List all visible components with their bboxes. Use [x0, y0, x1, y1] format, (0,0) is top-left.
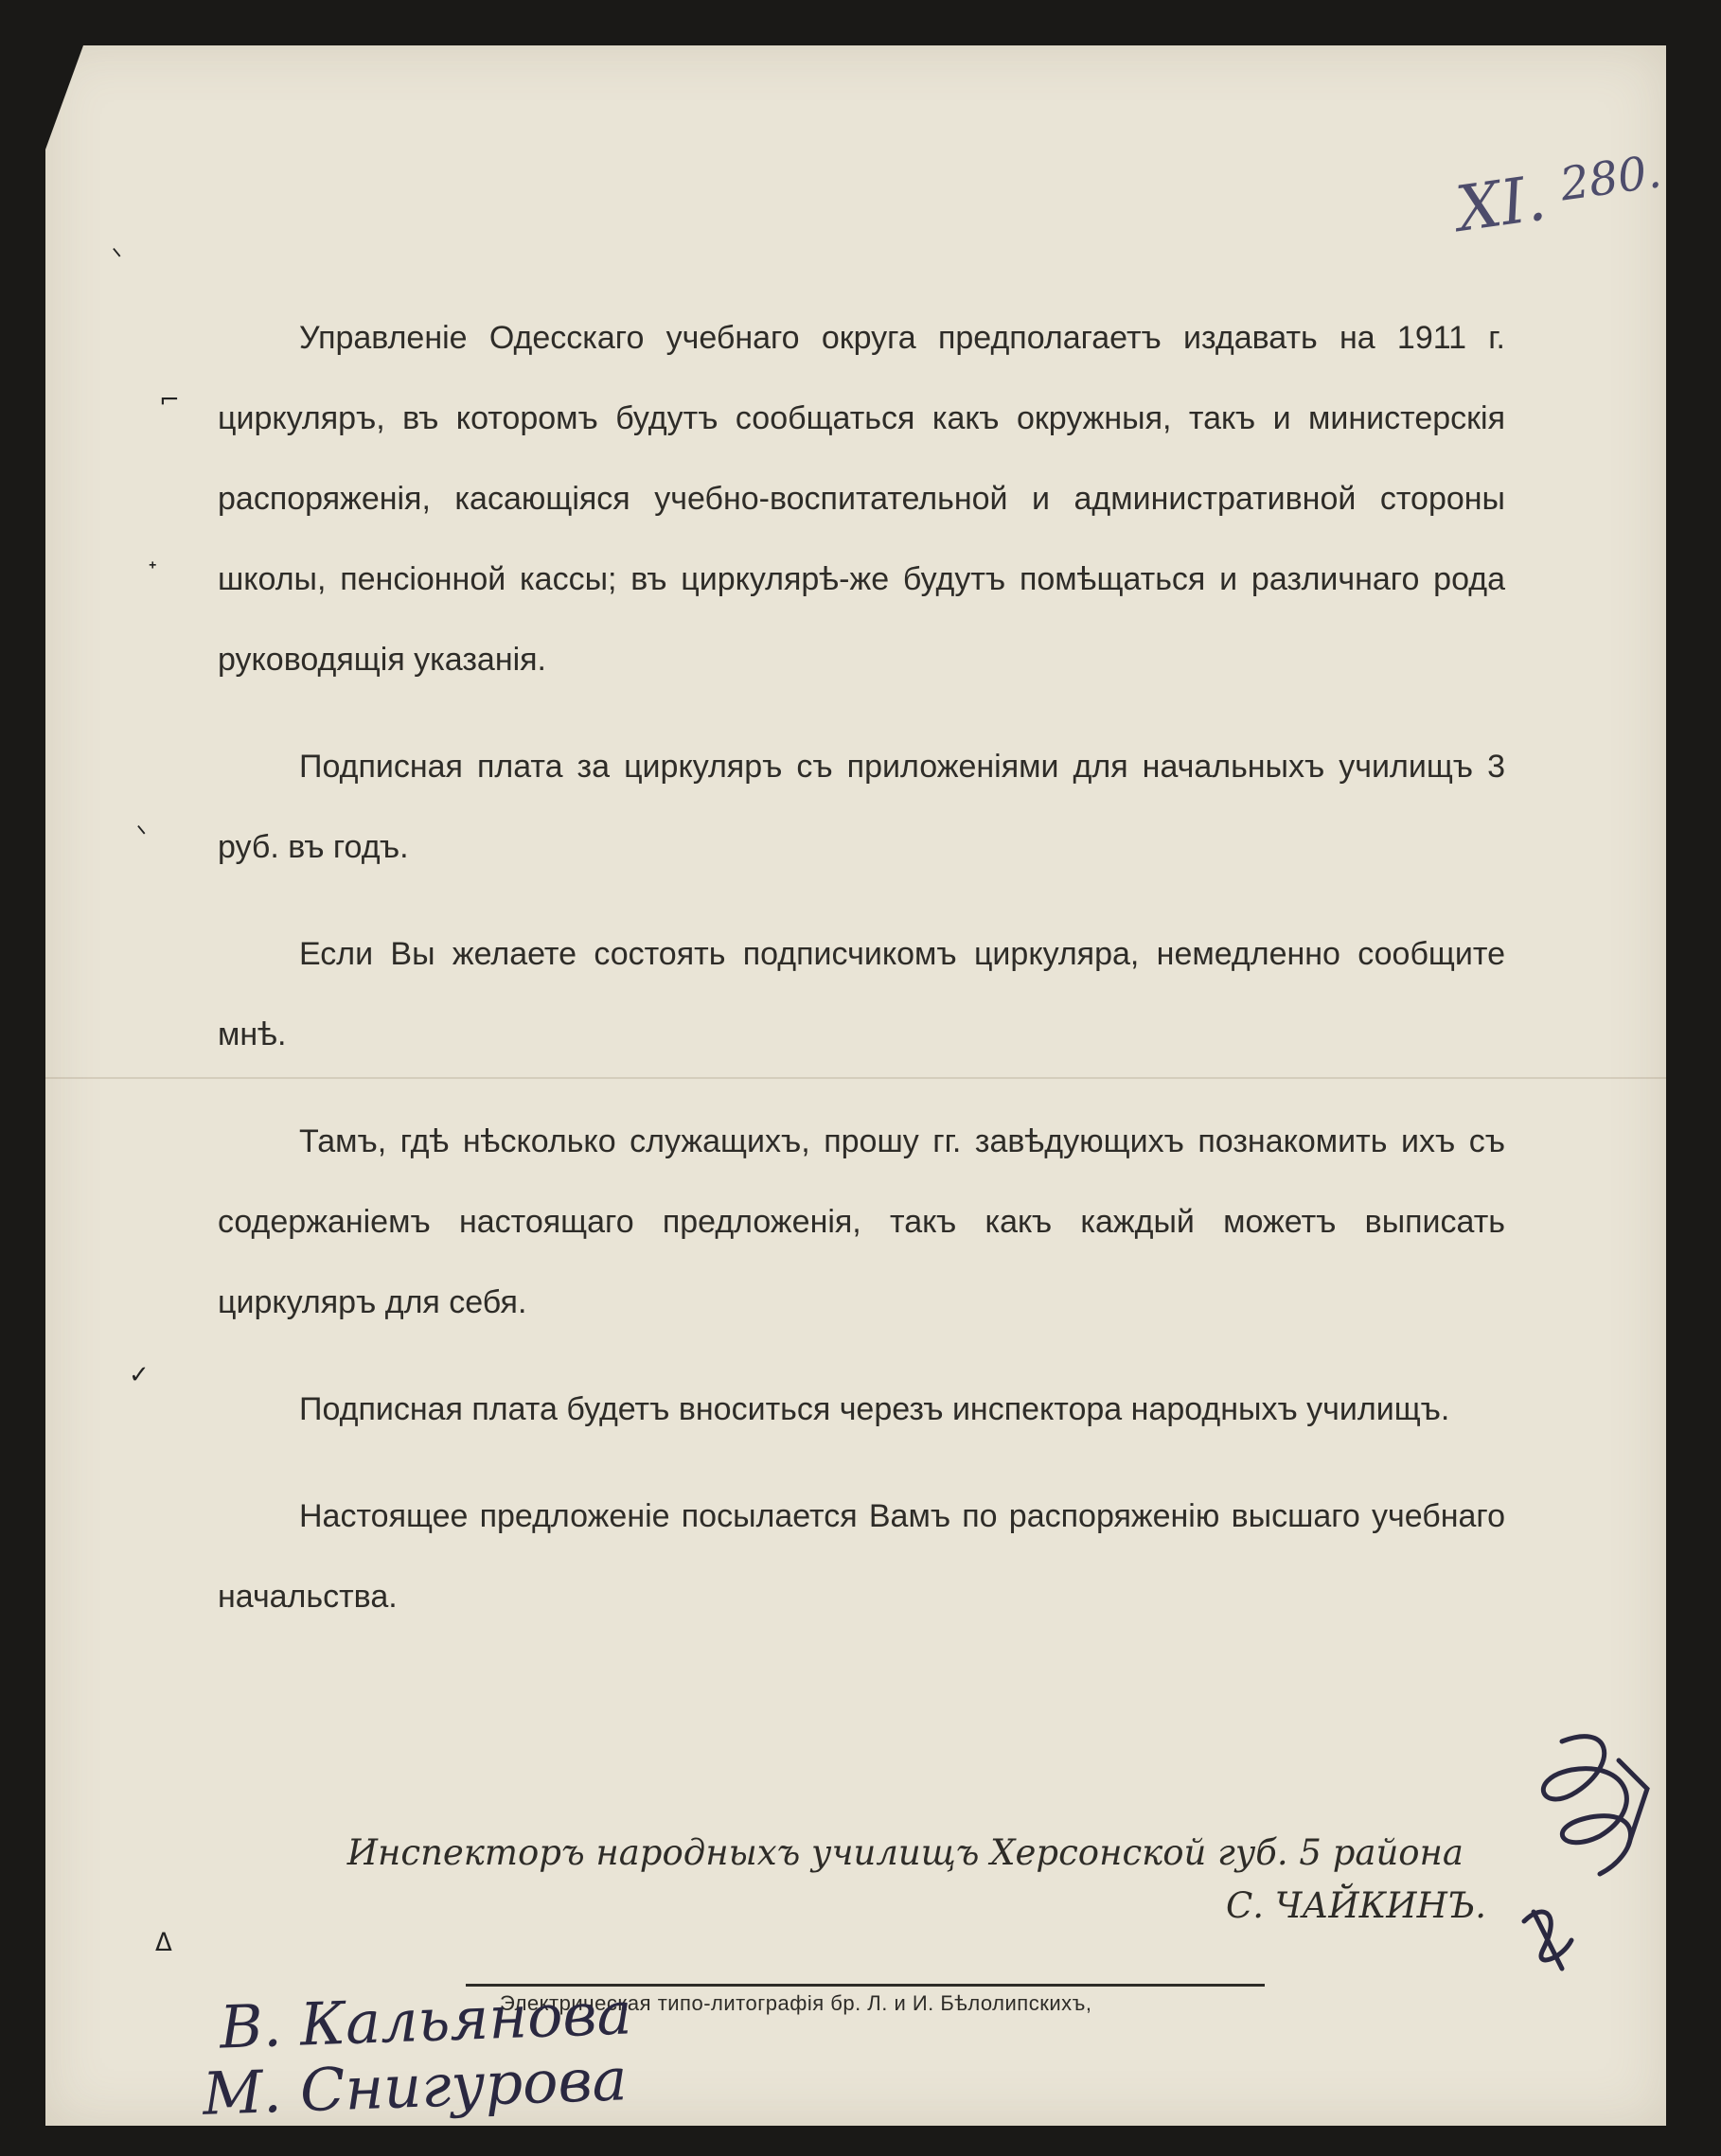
binding-mark: ᐃ [155, 1929, 172, 1957]
signature-block [256, 1827, 1524, 1933]
paragraph-5: Подписная плата будетъ вноситься черезъ инспектора народныхъ училищъ. [299, 1391, 1450, 1427]
letter-body [218, 298, 1505, 1664]
paragraph-4: Тамъ, гдѣ нѣсколько служащихъ, прошу гг. завѣдующихъ познакомить ихъ съ содержаніемъ настоящаго предложенія, такъ какъ каждый можетъ выписать циркуляръ для себя. [218, 1123, 1505, 1320]
binding-mark: ᐩ [148, 557, 158, 585]
handwritten-name-1: В. Кальянова [218, 1978, 633, 2062]
binding-mark: ᐠ [112, 244, 123, 273]
paragraph-3: Если Вы желаете состоять подписчикомъ циркуляра, немедленно сообщите мнѣ. [218, 936, 1505, 1052]
printer-imprint: Электрическая типо-литографія бр. Л. и И. Бѣлолипскихъ, [500, 1991, 1092, 2015]
paragraph-2: Подписная плата за циркуляръ съ приложеніями для начальныхъ училищъ 3 руб. въ годъ. [218, 749, 1505, 865]
archive-folio-number: 280. [1556, 145, 1665, 212]
binding-mark: ⌐ [159, 386, 180, 415]
handwritten-signature [1505, 1723, 1666, 1988]
torn-corner [45, 45, 83, 150]
archive-roman: XI. [1451, 161, 1551, 246]
paragraph-6: Настоящее предложеніе посылается Вамъ по распоряженію высшаго учебнаго начальства. [218, 1498, 1505, 1615]
signatory-title: Инспекторъ народныхъ училищъ Херсонской губ. 5 района [346, 1832, 1464, 1873]
binding-mark: ✓ [129, 1361, 150, 1389]
paragraph-1: Управленіе Одесскаго учебнаго округа предполагаетъ издавать на 1911 г. циркуляръ, въ которомъ будутъ сообщаться какъ окружныя, такъ и министерскія распоряженія, касающіяся учебно-воспитательной и административной стороны школы, пенсіонной кассы; въ циркулярѣ-же будутъ помѣщаться и различнаго рода руководящія указанія. [218, 320, 1505, 678]
archive-number-annotation [1452, 145, 1668, 246]
signatory-name: С. ЧАЙКИНЪ. [1225, 1885, 1486, 1926]
handwritten-name-2: М. Снигурова [201, 2044, 629, 2129]
binding-mark: ᐠ [136, 822, 148, 850]
